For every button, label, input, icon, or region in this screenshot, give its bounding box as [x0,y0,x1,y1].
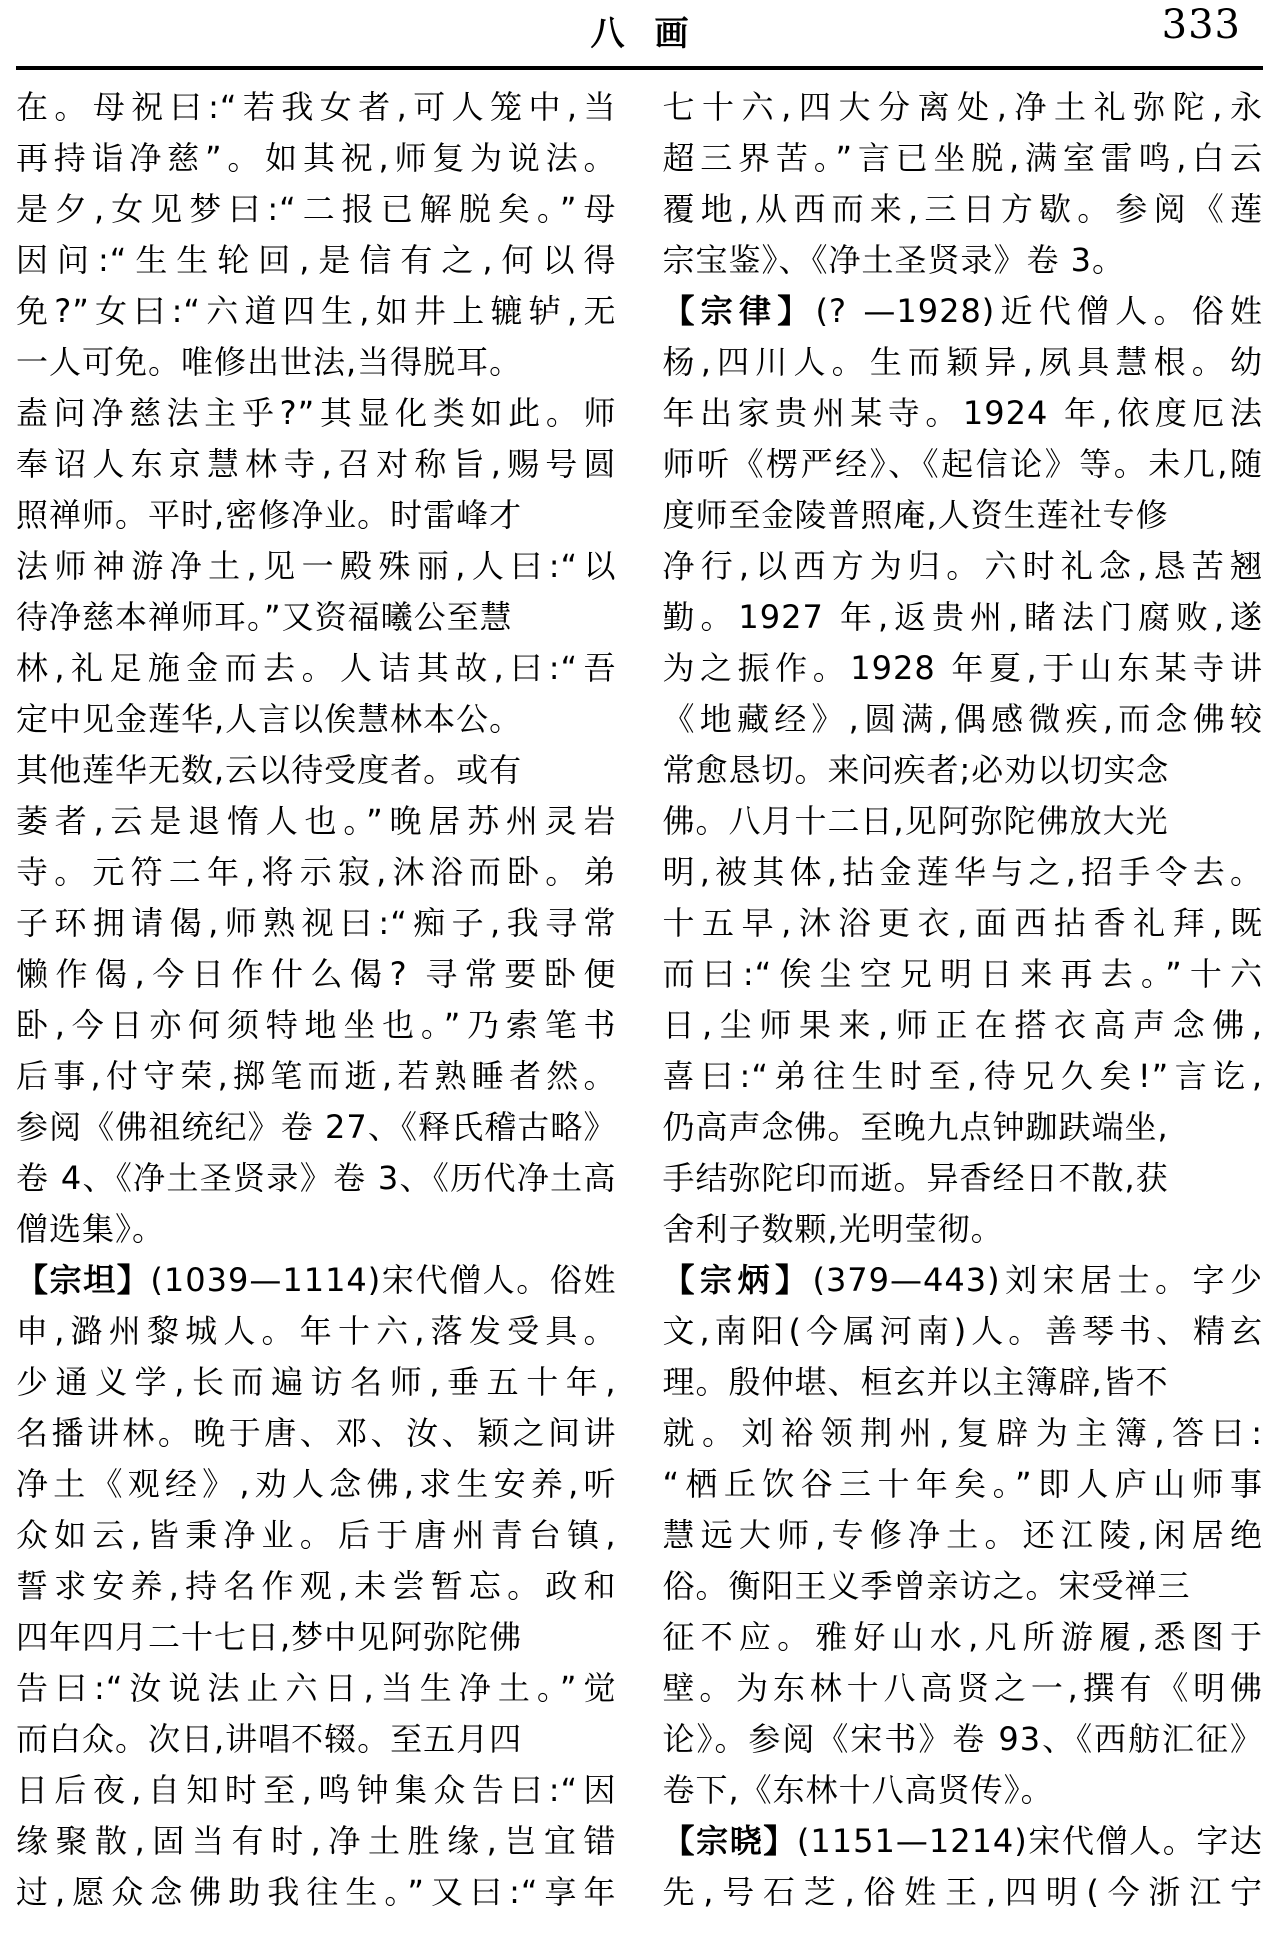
text-line: 宗宝鉴》、《净土圣贤录》卷 3。 [662,241,1126,279]
entry-headword: 【宗坦】 [16,1261,151,1299]
text-line: 手结弥陀印而逝。异香经日不散,获 [662,1159,1169,1197]
text-line: 度师至金陵普照庵,人资生莲社专修 [662,496,1169,534]
text-line: 仍高声念佛。至晚九点钟跏趺端坐, [662,1108,1169,1146]
text-line: 日,尘师果来,师正在搭衣高声念佛, [662,1006,1263,1044]
text-line: 林,礼足施金而去。人诘其故,曰:“吾 [16,649,617,687]
text-line: 净土《观经》,劝人念佛,求生安养,听 [16,1465,617,1503]
entry-headword: 【宗晓】 [662,1822,797,1860]
text-line: 定中见金莲华,人言以俟慧林本公。 [16,700,523,738]
text-line: 卷下,《东林十八高贤传》。 [662,1771,1054,1809]
text-line: 【宗坦】(1039—1114)宋代僧人。俗姓 [16,1261,617,1299]
text-columns [16,70,1263,1918]
entry-headword: 【宗炳】 [662,1261,813,1299]
text-line: 七十六,四大分离处,净土礼弥陀,永 [662,88,1263,126]
text-line: “栖丘饮谷三十年矣。”即人庐山师事 [662,1465,1263,1503]
text-line: 萎者,云是退惰人也。”晚居苏州灵岩 [16,802,617,840]
text-line: 待净慈本禅师耳。”又资福曦公至慧 [16,598,513,636]
text-line: 是夕,女见梦曰:“二报已解脱矣。”母 [16,190,617,228]
text-line: 过,愿众念佛助我往生。”又曰:“享年 [16,1873,617,1911]
text-line: 《地藏经》,圆满,偶感微疾,而念佛较 [662,700,1263,738]
text-line: 理。殷仲堪、桓玄并以主簿辟,皆不 [662,1363,1169,1401]
text-line: 舍利子数颗,光明莹彻。 [662,1210,1004,1248]
text-line: 而曰:“俟尘空兄明日来再去。”十六 [662,955,1263,993]
text-line: 就。刘裕领荆州,复辟为主簿,答曰: [662,1414,1263,1452]
text-line: 众如云,皆秉净业。后于唐州青台镇, [16,1516,617,1554]
text-line: 免?”女曰:“六道四生,如井上辘轳,无 [16,292,617,330]
text-line: 师听《楞严经》、《起信论》等。未几,随 [662,445,1263,483]
entry-headword: 【宗律】 [662,292,816,330]
text-line: 誓求安养,持名作观,未尝暂忘。政和 [16,1567,617,1605]
text-line: 寺。元符二年,将示寂,沐浴而卧。弟 [16,853,617,891]
text-line: 奉诏人东京慧林寺,召对称旨,赐号圆 [16,445,617,483]
text-line: 告曰:“汝说法止六日,当生净土。”觉 [16,1669,617,1707]
text-line: 一人可免。唯修出世法,当得脱耳。 [16,343,523,381]
section-title-char-2: 画 [654,14,689,54]
right-column [663,82,1264,1918]
text-line: 卧,今日亦何须特地坐也。”乃索笔书 [16,1006,617,1044]
text-line: 喜曰:“弟往生时至,待兄久矣!”言讫, [662,1057,1263,1095]
section-title-char-1: 八 [590,14,625,54]
text-line: 少通义学,长而遍访名师,垂五十年, [16,1363,617,1401]
text-line: 【宗律】(? —1928)近代僧人。俗姓 [662,292,1263,330]
text-line: 杨,四川人。生而颖异,夙具慧根。幼 [662,343,1263,381]
text-line: 其他莲华无数,云以待受度者。或有 [16,751,523,789]
text-line: 照禅师。平时,密修净业。时雷峰才 [16,496,523,534]
text-line: 日后夜,自知时至,鸣钟集众告曰:“因 [16,1771,617,1809]
text-line: 而白众。次日,讲唱不辍。至五月四 [16,1720,523,1758]
text-line: 超三界苦。”言已坐脱,满室雷鸣,白云 [662,139,1263,177]
section-title [591,6,689,55]
page-header [16,0,1263,58]
text-line: 【宗晓】(1151—1214)宋代僧人。字达 [662,1822,1263,1860]
text-line: 覆地,从西而来,三日方歇。参阅《莲 [662,190,1263,228]
text-line: 在。母祝曰:“若我女者,可人笼中,当 [16,88,617,126]
text-line: 俗。衡阳王义季曾亲访之。宋受禅三 [662,1567,1191,1605]
text-line: 先,号石芝,俗姓王,四明(今浙江宁 [662,1873,1263,1911]
text-line: 壁。为东林十八高贤之一,撰有《明佛 [662,1669,1263,1707]
text-line: 缘聚散,固当有时,净土胜缘,岂宜错 [16,1822,617,1860]
text-line: 懒作偈,今日作什么偈? 寻常要卧便 [16,955,617,993]
text-line: 征不应。雅好山水,凡所游履,悉图于 [662,1618,1263,1656]
text-line: 卷 4、《净土圣贤录》卷 3、《历代净土高 [16,1159,617,1197]
page-number: 333 [1161,2,1241,48]
text-line: 盍问净慈法主乎?”其显化类如此。师 [16,394,617,432]
text-line: 【宗炳】(379—443)刘宋居士。字少 [662,1261,1263,1299]
text-line: 论》。参阅《宋书》卷 93、《西舫汇征》 [662,1720,1263,1758]
text-line: 年出家贵州某寺。1924 年,依度厄法 [662,394,1263,432]
text-line: 子环拥请偈,师熟视曰:“痴子,我寻常 [16,904,617,942]
text-line: 申,潞州黎城人。年十六,落发受具。 [16,1312,617,1350]
text-line: 名播讲林。晚于唐、邓、汝、颖之间讲 [16,1414,617,1452]
text-line: 因问:“生生轮回,是信有之,何以得 [16,241,617,279]
text-line: 后事,付守荣,掷笔而逝,若熟睡者然。 [16,1057,617,1095]
text-line: 文,南阳(今属河南)人。善琴书、精玄 [662,1312,1263,1350]
text-line: 参阅《佛祖统纪》卷 27、《释氏稽古略》 [16,1108,617,1146]
text-line: 勤。1927 年,返贵州,睹法门腐败,遂 [662,598,1263,636]
text-line: 明,被其体,拈金莲华与之,招手令去。 [662,853,1263,891]
text-line: 四年四月二十七日,梦中见阿弥陀佛 [16,1618,523,1656]
text-line: 僧选集》。 [16,1210,166,1248]
left-column [16,82,617,1918]
text-line: 常愈恳切。来问疾者;必劝以切实念 [662,751,1170,789]
text-line: 净行,以西方为归。六时礼念,恳苦翘 [662,547,1263,585]
text-line: 慧远大师,专修净土。还江陵,闲居绝 [662,1516,1263,1554]
text-line: 十五早,沐浴更衣,面西拈香礼拜,既 [662,904,1263,942]
text-line: 佛。八月十二日,见阿弥陀佛放大光 [662,802,1169,840]
text-line: 再持诣净慈”。如其祝,师复为说法。 [16,139,617,177]
text-line: 法师神游净土,见一殿殊丽,人曰:“以 [16,547,617,585]
text-line: 为之振作。1928 年夏,于山东某寺讲 [662,649,1263,687]
